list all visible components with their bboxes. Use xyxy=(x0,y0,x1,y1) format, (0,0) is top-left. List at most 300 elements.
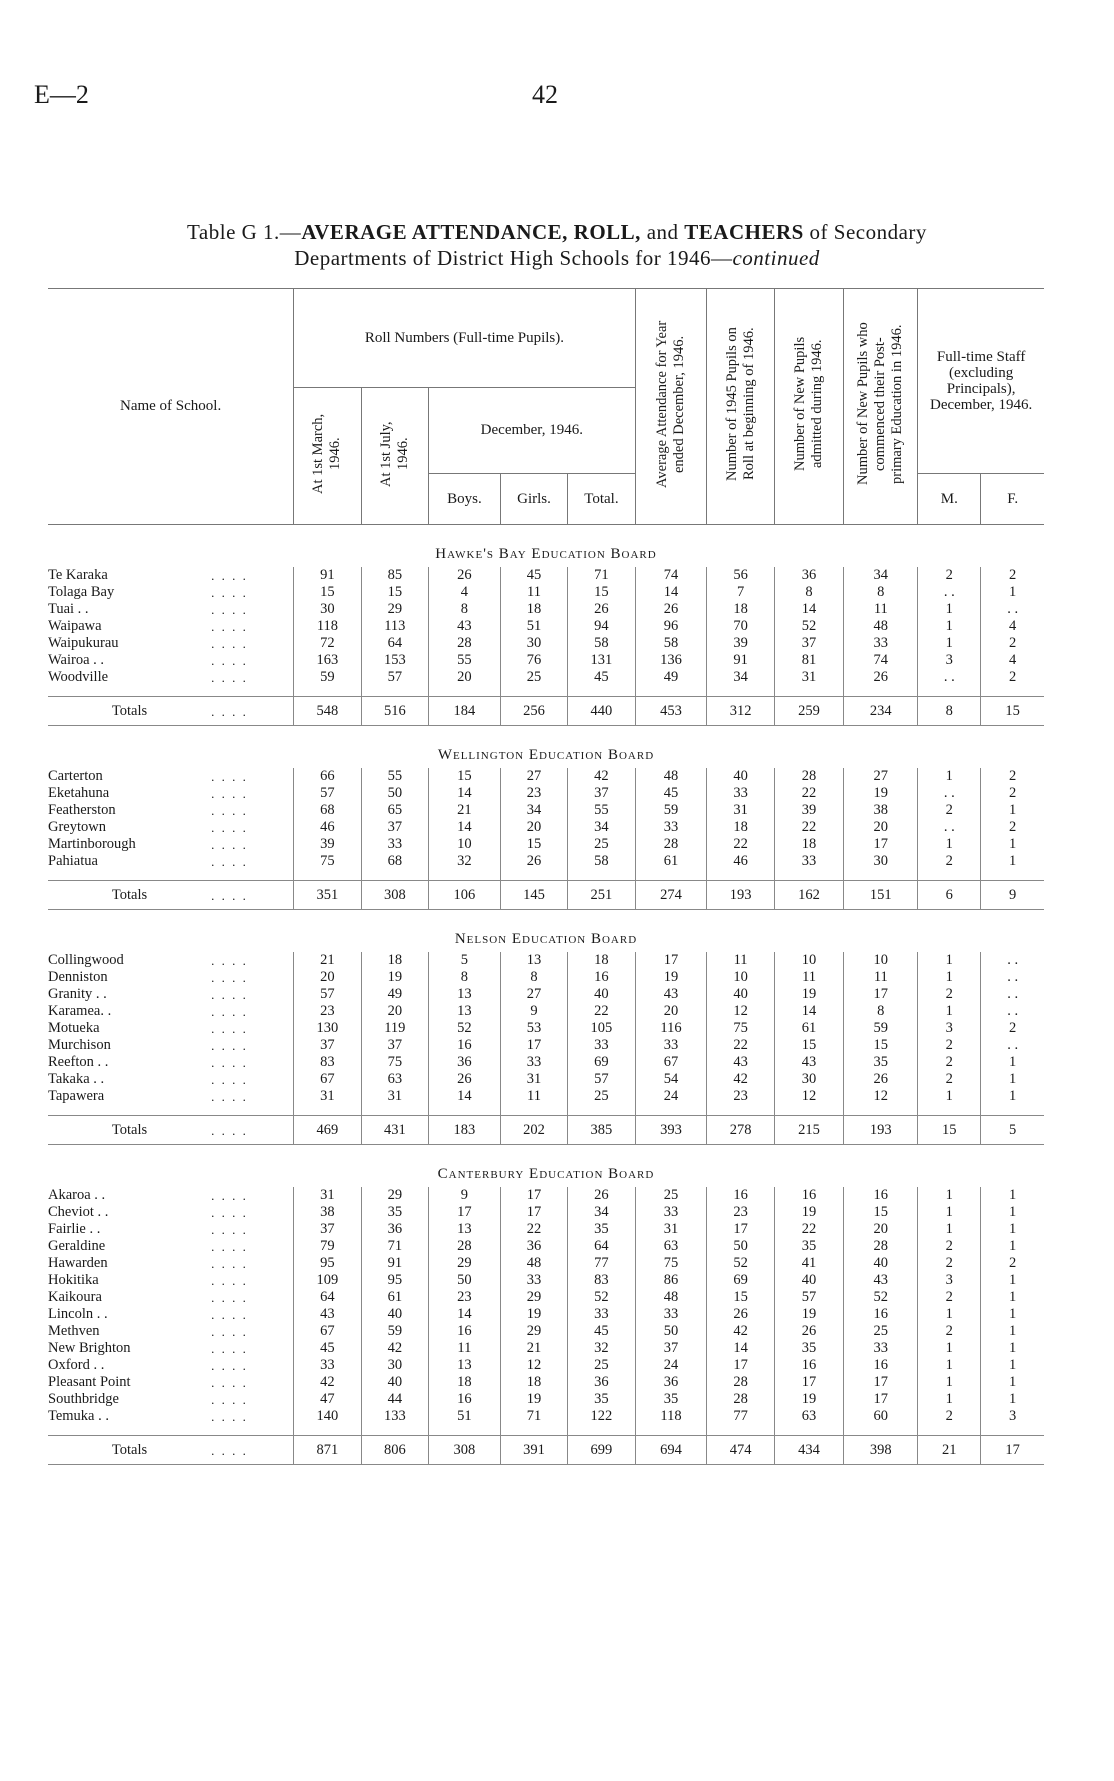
table-cell: 40 xyxy=(361,1374,428,1391)
table-cell: 1 xyxy=(918,1374,981,1391)
table-cell: 133 xyxy=(361,1408,428,1425)
totals-cell: 548 xyxy=(294,697,361,726)
totals-cell: 259 xyxy=(774,697,844,726)
leader-dots: . . . . xyxy=(211,1307,248,1322)
leader-dots: . . . . xyxy=(211,837,248,852)
table-cell: 85 xyxy=(361,567,428,584)
table-cell: 40 xyxy=(707,768,774,785)
table-cell: 25 xyxy=(844,1323,918,1340)
table-cell: 2 xyxy=(981,768,1044,785)
table-cell: 2 xyxy=(918,1054,981,1071)
header-march-text: At 1st March, 1946. xyxy=(310,413,344,494)
table-cell: 45 xyxy=(500,567,567,584)
table-cell: 30 xyxy=(294,601,361,618)
table-row xyxy=(48,819,1044,836)
table-cell: 18 xyxy=(429,1374,501,1391)
table-cell: 33 xyxy=(635,819,707,836)
table-cell: 42 xyxy=(361,1340,428,1357)
totals-cell: 17 xyxy=(981,1436,1044,1465)
table-cell: 71 xyxy=(500,1408,567,1425)
table-cell: 17 xyxy=(500,1204,567,1221)
table-cell: 29 xyxy=(361,1187,428,1204)
leader-dots: . . . . xyxy=(211,970,248,985)
table-cell: 55 xyxy=(568,802,635,819)
totals-cell: 15 xyxy=(918,1116,981,1145)
table-cell: 1 xyxy=(981,1391,1044,1408)
leader-dots: . . . . xyxy=(211,786,248,801)
leader-dots: . . . . xyxy=(211,769,248,784)
table-cell: 95 xyxy=(294,1255,361,1272)
spacer-cell xyxy=(48,686,294,697)
table-cell: 40 xyxy=(707,986,774,1003)
table-cell: 33 xyxy=(361,836,428,853)
school-name: Fairlie . . xyxy=(48,1221,101,1237)
spacer-cell xyxy=(918,1105,981,1116)
table-cell: 28 xyxy=(707,1391,774,1408)
table-cell: 33 xyxy=(635,1306,707,1323)
totals-cell: 184 xyxy=(429,697,501,726)
table-cell: 1 xyxy=(918,1088,981,1105)
table-cell: 16 xyxy=(429,1391,501,1408)
spacer-cell xyxy=(774,870,844,881)
table-cell: 118 xyxy=(294,618,361,635)
table-cell: 2 xyxy=(918,567,981,584)
table-row xyxy=(48,1054,1044,1071)
leader-dots: . . . . xyxy=(211,1222,248,1237)
table-cell: 33 xyxy=(844,1340,918,1357)
table-cell: 30 xyxy=(361,1357,428,1374)
table-cell: 20 xyxy=(294,969,361,986)
table-cell: 72 xyxy=(294,635,361,652)
table-cell: 17 xyxy=(707,1221,774,1238)
table-cell: 17 xyxy=(500,1187,567,1204)
table-cell: 55 xyxy=(361,768,428,785)
leader-dots: . . . . xyxy=(211,653,248,668)
table-cell: 15 xyxy=(361,584,428,601)
table-row xyxy=(48,1003,1044,1020)
table-cell: 43 xyxy=(429,618,501,635)
table-cell: 19 xyxy=(774,986,844,1003)
table-cell: 18 xyxy=(774,836,844,853)
table-cell: . . xyxy=(918,819,981,836)
table-cell: 3 xyxy=(981,1408,1044,1425)
header-july-text: At 1st July, 1946. xyxy=(377,420,411,487)
table-cell: 60 xyxy=(844,1408,918,1425)
table-cell: . . xyxy=(918,584,981,601)
table-cell: 119 xyxy=(361,1020,428,1037)
table-row xyxy=(48,1289,1044,1306)
table-cell: 36 xyxy=(774,567,844,584)
table-cell: 3 xyxy=(918,652,981,669)
leader-dots: . . . . xyxy=(211,803,248,818)
table-cell: 10 xyxy=(707,969,774,986)
totals-cell: 699 xyxy=(568,1436,635,1465)
table-cell: 29 xyxy=(429,1255,501,1272)
leader-dots: . . . . xyxy=(211,585,248,600)
board-name: Wellington Education Board xyxy=(437,747,655,763)
table-cell: 1 xyxy=(918,1306,981,1323)
leader-dots: . . . . xyxy=(211,1392,248,1407)
totals-cell: 351 xyxy=(294,881,361,910)
school-name: Southbridge xyxy=(48,1391,119,1407)
table-cell: 33 xyxy=(568,1037,635,1054)
leader-dots: . . . . xyxy=(211,1089,248,1104)
table-row xyxy=(48,635,1044,652)
table-cell: 35 xyxy=(774,1340,844,1357)
table-cell: 69 xyxy=(707,1272,774,1289)
table-cell: 1 xyxy=(918,1391,981,1408)
table-cell: 2 xyxy=(918,1408,981,1425)
table-row xyxy=(48,1357,1044,1374)
board-name: Nelson Education Board xyxy=(454,931,638,947)
table-cell: 15 xyxy=(429,768,501,785)
school-name: Te Karaka xyxy=(48,567,108,583)
table-cell: 9 xyxy=(429,1187,501,1204)
table-cell: 35 xyxy=(844,1054,918,1071)
totals-cell: 251 xyxy=(568,881,635,910)
table-cell: 1 xyxy=(981,1340,1044,1357)
page-number: 42 xyxy=(532,80,558,109)
table-cell: 12 xyxy=(500,1357,567,1374)
spacer-cell xyxy=(500,870,567,881)
table-cell: 24 xyxy=(635,1088,707,1105)
table-cell: 19 xyxy=(500,1391,567,1408)
table-row xyxy=(48,1071,1044,1088)
table-cell: 17 xyxy=(844,1391,918,1408)
table-cell: 2 xyxy=(918,1323,981,1340)
table-cell: 42 xyxy=(707,1323,774,1340)
table-cell: 1 xyxy=(918,768,981,785)
table-cell: 2 xyxy=(918,1238,981,1255)
title-bold-2: TEACHERS xyxy=(684,220,804,244)
totals-cell: 385 xyxy=(568,1116,635,1145)
table-row xyxy=(48,1204,1044,1221)
table-row xyxy=(48,1323,1044,1340)
school-name: Waipawa xyxy=(48,618,102,634)
spacer-cell xyxy=(500,686,567,697)
table-cell: 19 xyxy=(361,969,428,986)
spacer-row xyxy=(48,1425,1044,1436)
table-cell: 24 xyxy=(635,1357,707,1374)
table-cell: 14 xyxy=(429,785,501,802)
spacer-cell xyxy=(48,1105,294,1116)
totals-cell: 474 xyxy=(707,1436,774,1465)
spacer-cell xyxy=(294,1105,361,1116)
table-cell: 39 xyxy=(707,635,774,652)
title-line2-text: Departments of District High Schools for 1946— xyxy=(294,246,733,270)
leader-dots: . . . . xyxy=(211,1341,248,1356)
table-cell: 20 xyxy=(500,819,567,836)
spacer-cell xyxy=(635,870,707,881)
table-cell: 76 xyxy=(500,652,567,669)
table-cell: 22 xyxy=(774,785,844,802)
spacer-cell xyxy=(361,1425,428,1436)
table-cell: 1 xyxy=(981,1054,1044,1071)
school-name: Hawarden xyxy=(48,1255,108,1271)
table-cell: . . xyxy=(981,1037,1044,1054)
table-cell: 48 xyxy=(635,768,707,785)
spacer-cell xyxy=(707,686,774,697)
table-cell: 8 xyxy=(844,584,918,601)
table-cell: 1 xyxy=(981,1306,1044,1323)
table-cell: 25 xyxy=(568,1357,635,1374)
table-row xyxy=(48,768,1044,785)
leader-dots: . . . . xyxy=(211,820,248,835)
table-cell: 16 xyxy=(429,1037,501,1054)
header-new-pupils-text: Number of New Pupils admitted during 1946. xyxy=(792,336,826,472)
spacer-cell xyxy=(361,686,428,697)
table-cell: 25 xyxy=(568,1088,635,1105)
table-cell: 55 xyxy=(429,652,501,669)
table-cell: 59 xyxy=(635,802,707,819)
table-row xyxy=(48,601,1044,618)
table-cell: 31 xyxy=(774,669,844,686)
table-cell: 3 xyxy=(918,1272,981,1289)
spacer-cell xyxy=(774,1105,844,1116)
spacer-cell xyxy=(429,1425,501,1436)
table-cell: 131 xyxy=(568,652,635,669)
totals-cell: 453 xyxy=(635,697,707,726)
table-cell: 5 xyxy=(429,952,501,969)
spacer-cell xyxy=(568,1425,635,1436)
leader-dots: . . . . xyxy=(211,1038,248,1053)
school-name: Geraldine xyxy=(48,1238,106,1254)
totals-cell: 215 xyxy=(774,1116,844,1145)
table-cell: 15 xyxy=(707,1289,774,1306)
school-name: Reefton . . xyxy=(48,1054,109,1070)
table-cell: 33 xyxy=(774,853,844,870)
spacer-cell xyxy=(429,870,501,881)
table-row xyxy=(48,618,1044,635)
table-cell: 36 xyxy=(500,1238,567,1255)
school-name: Granity . . xyxy=(48,986,107,1002)
table-cell: 45 xyxy=(635,785,707,802)
table-cell: 36 xyxy=(429,1054,501,1071)
table-cell: . . xyxy=(981,969,1044,986)
table-cell: 33 xyxy=(707,785,774,802)
table-row xyxy=(48,669,1044,686)
table-cell: 46 xyxy=(707,853,774,870)
table-cell: 52 xyxy=(844,1289,918,1306)
table-cell: 27 xyxy=(500,986,567,1003)
header-pupils-1945-text: Number of 1945 Pupils on Roll at beginning of 1946. xyxy=(723,327,757,481)
totals-cell: 308 xyxy=(429,1436,501,1465)
table-cell: 28 xyxy=(429,1238,501,1255)
table-cell: 1 xyxy=(981,836,1044,853)
table-cell: 39 xyxy=(774,802,844,819)
table-cell: 49 xyxy=(635,669,707,686)
table-row xyxy=(48,1391,1044,1408)
table-cell: 10 xyxy=(429,836,501,853)
table-cell: 50 xyxy=(429,1272,501,1289)
table-cell: 15 xyxy=(500,836,567,853)
table-cell: 1 xyxy=(981,1088,1044,1105)
table-cell: 26 xyxy=(774,1323,844,1340)
table-cell: 4 xyxy=(981,618,1044,635)
table-cell: 58 xyxy=(568,635,635,652)
table-cell: 43 xyxy=(707,1054,774,1071)
table-cell: 109 xyxy=(294,1272,361,1289)
school-name: Hokitika xyxy=(48,1272,99,1288)
table-row xyxy=(48,1020,1044,1037)
spacer-cell xyxy=(707,1425,774,1436)
table-cell: 46 xyxy=(294,819,361,836)
totals-cell: 434 xyxy=(774,1436,844,1465)
totals-cell: 21 xyxy=(918,1436,981,1465)
board-name: Hawke's Bay Education Board xyxy=(435,546,657,562)
totals-cell: 9 xyxy=(981,881,1044,910)
table-cell: 1 xyxy=(981,802,1044,819)
spacer-cell xyxy=(568,686,635,697)
spacer-cell xyxy=(918,1425,981,1436)
table-cell: 44 xyxy=(361,1391,428,1408)
table-row xyxy=(48,1187,1044,1204)
table-cell: 16 xyxy=(429,1323,501,1340)
table-cell: 21 xyxy=(429,802,501,819)
table-cell: 15 xyxy=(568,584,635,601)
table-cell: 26 xyxy=(429,1071,501,1088)
attendance-table xyxy=(48,288,1044,1465)
table-cell: 2 xyxy=(981,1020,1044,1037)
spacer-cell xyxy=(981,686,1044,697)
table-cell: 29 xyxy=(500,1289,567,1306)
table-cell: 11 xyxy=(844,601,918,618)
table-cell: 69 xyxy=(568,1054,635,1071)
table-cell: 67 xyxy=(294,1071,361,1088)
table-cell: 91 xyxy=(361,1255,428,1272)
table-cell: 59 xyxy=(844,1020,918,1037)
table-row xyxy=(48,1306,1044,1323)
table-cell: 57 xyxy=(568,1071,635,1088)
totals-label: Totals xyxy=(48,697,211,726)
table-cell: 58 xyxy=(635,635,707,652)
spacer-cell xyxy=(918,870,981,881)
table-cell: 17 xyxy=(774,1374,844,1391)
table-cell: 31 xyxy=(500,1071,567,1088)
leader-dots: . . . . xyxy=(211,670,248,685)
table-cell: 20 xyxy=(361,1003,428,1020)
table-cell: 11 xyxy=(429,1340,501,1357)
title-suffix: of Secondary xyxy=(803,220,927,244)
school-name: Greytown xyxy=(48,819,106,835)
table-cell: 30 xyxy=(500,635,567,652)
table-cell: 1 xyxy=(918,1340,981,1357)
board-heading-row xyxy=(48,1145,1044,1188)
table-cell: 105 xyxy=(568,1020,635,1037)
leader-dots: . . . . xyxy=(211,1290,248,1305)
title-bold: AVERAGE ATTENDANCE, ROLL, xyxy=(301,220,641,244)
table-cell: 1 xyxy=(918,1003,981,1020)
table-cell: 37 xyxy=(294,1221,361,1238)
table-cell: 16 xyxy=(844,1306,918,1323)
table-cell: 23 xyxy=(294,1003,361,1020)
spacer-cell xyxy=(707,1105,774,1116)
table-cell: 1 xyxy=(981,584,1044,601)
leader-dots: . . . . xyxy=(211,568,248,583)
table-cell: 50 xyxy=(361,785,428,802)
spacer-cell xyxy=(361,870,428,881)
spacer-cell xyxy=(294,1425,361,1436)
table-cell: 52 xyxy=(568,1289,635,1306)
table-row xyxy=(48,1255,1044,1272)
table-cell: 33 xyxy=(844,635,918,652)
table-cell: 36 xyxy=(361,1221,428,1238)
table-cell: 96 xyxy=(635,618,707,635)
table-cell: 19 xyxy=(774,1306,844,1323)
title-and: and xyxy=(640,220,685,244)
table-cell: 1 xyxy=(981,1357,1044,1374)
table-cell: 61 xyxy=(774,1020,844,1037)
header-avg-attendance xyxy=(635,289,707,525)
table-title-line1 xyxy=(0,220,1114,245)
table-cell: 18 xyxy=(707,819,774,836)
leader-dots: . . . . xyxy=(211,953,248,968)
totals-cell: 398 xyxy=(844,1436,918,1465)
table-cell: 31 xyxy=(294,1088,361,1105)
header-december: December, 1946. xyxy=(429,388,636,474)
table-cell: 61 xyxy=(635,853,707,870)
table-cell: 45 xyxy=(294,1340,361,1357)
table-cell: 28 xyxy=(429,635,501,652)
table-cell: 20 xyxy=(635,1003,707,1020)
leader-dots: . . . . xyxy=(211,1055,248,1070)
header-new-postprimary xyxy=(844,289,918,525)
table-cell: 26 xyxy=(568,601,635,618)
table-cell: 18 xyxy=(500,1374,567,1391)
table-cell: 15 xyxy=(844,1204,918,1221)
school-name: Karamea. . xyxy=(48,1003,112,1019)
spacer-cell xyxy=(844,1425,918,1436)
school-name: Murchison xyxy=(48,1037,111,1053)
school-name: Pahiatua xyxy=(48,853,98,869)
table-cell: 49 xyxy=(361,986,428,1003)
table-cell: 19 xyxy=(844,785,918,802)
table-cell: 13 xyxy=(429,986,501,1003)
table-cell: 81 xyxy=(774,652,844,669)
table-cell: 122 xyxy=(568,1408,635,1425)
table-cell: 71 xyxy=(361,1238,428,1255)
table-cell: 71 xyxy=(568,567,635,584)
table-cell: 83 xyxy=(568,1272,635,1289)
leader-dots: . . . . xyxy=(211,1436,294,1465)
title-continued: continued xyxy=(732,246,820,270)
school-name: Takaka . . xyxy=(48,1071,105,1087)
table-cell: 35 xyxy=(361,1204,428,1221)
table-cell: . . xyxy=(981,601,1044,618)
header-new-postprimary-text: Number of New Pupils who commenced their Post- primary Education in 1946. xyxy=(855,322,906,486)
spacer-cell xyxy=(500,1425,567,1436)
table-body xyxy=(48,525,1044,1465)
table-cell: 33 xyxy=(568,1306,635,1323)
table-cell: 64 xyxy=(361,635,428,652)
spacer-cell xyxy=(635,1425,707,1436)
table-cell: 10 xyxy=(774,952,844,969)
table-cell: 8 xyxy=(774,584,844,601)
leader-dots: . . . . xyxy=(211,636,248,651)
totals-cell: 6 xyxy=(918,881,981,910)
table-cell: 12 xyxy=(844,1088,918,1105)
spacer-cell xyxy=(981,1105,1044,1116)
school-name: Lincoln . . xyxy=(48,1306,108,1322)
totals-cell: 393 xyxy=(635,1116,707,1145)
spacer-cell xyxy=(844,686,918,697)
table-cell: 1 xyxy=(918,635,981,652)
totals-row xyxy=(48,1436,1044,1465)
table-cell: 14 xyxy=(707,1340,774,1357)
totals-cell: 202 xyxy=(500,1116,567,1145)
table-cell: 43 xyxy=(774,1054,844,1071)
table-cell: 17 xyxy=(844,986,918,1003)
